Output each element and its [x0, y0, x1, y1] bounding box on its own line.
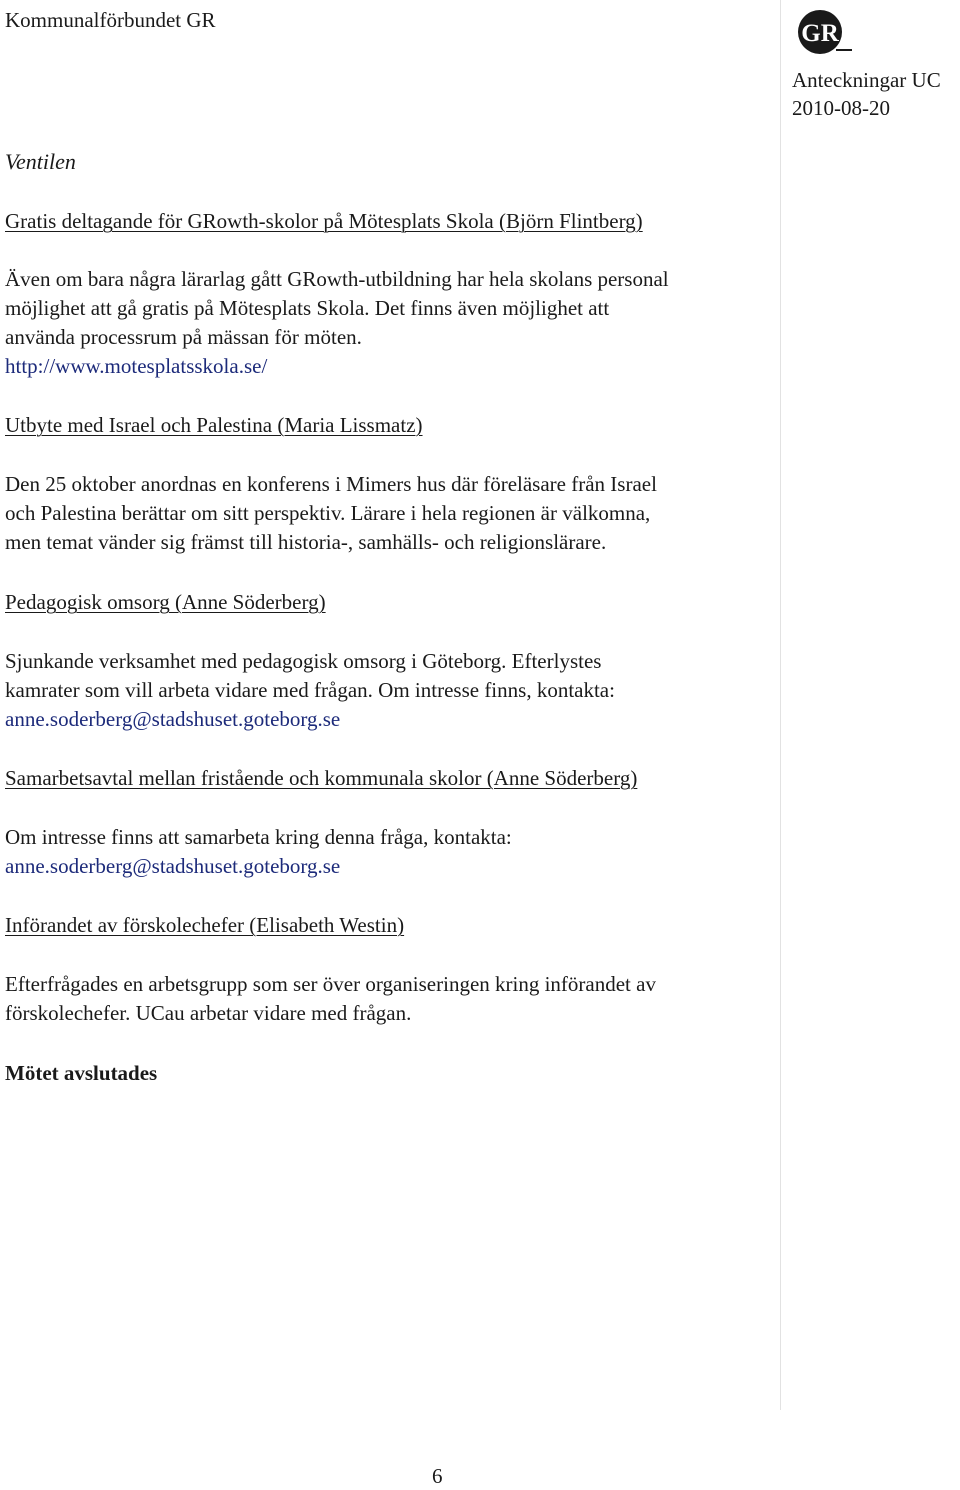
item-text-line: Den 25 oktober anordnas en konferens i Mimers hus där föreläsare från Israel [5, 472, 657, 496]
item-heading-forskolechefer: Införandet av förskolechefer (Elisabeth Westin) [5, 913, 405, 937]
email-link[interactable]: anne.soderberg@stadshuset.goteborg.se [5, 854, 341, 878]
page-number: 6 [432, 1464, 443, 1488]
email-link[interactable]: anne.soderberg@stadshuset.goteborg.se [5, 707, 341, 731]
item-heading-omsorg: Pedagogisk omsorg (Anne Söderberg) [5, 590, 326, 614]
item-text-line: Efterfrågades en arbetsgrupp som ser över organiseringen kring införandet av [5, 972, 656, 996]
item-text-line: Sjunkande verksamhet med pedagogisk omsorg i Göteborg. Efterlystes [5, 649, 602, 673]
closing-statement: Mötet avslutades [5, 1061, 158, 1085]
item-text-line: möjlighet att gå gratis på Mötesplats Skola. Det finns även möjlighet att [5, 296, 610, 320]
motesplats-link[interactable]: http://www.motesplatsskola.se/ [5, 354, 268, 378]
organization-name: Kommunalförbundet GR [5, 8, 216, 32]
item-heading-growth: Gratis deltagande för GRowth-skolor på Mötesplats Skola (Björn Flintberg) [5, 209, 643, 233]
item-text-line: men temat vänder sig främst till historia-, samhälls- och religionslärare. [5, 530, 607, 554]
item-heading-samarbetsavtal: Samarbetsavtal mellan fristående och kommunala skolor (Anne Söderberg) [5, 766, 638, 790]
item-text-line: Om intresse finns att samarbeta kring denna fråga, kontakta: [5, 825, 512, 849]
item-text-line: förskolechefer. UCau arbetar vidare med frågan. [5, 1001, 412, 1025]
section-title: Ventilen [5, 149, 76, 174]
item-text-line: och Palestina berättar om sitt perspektiv. Lärare i hela regionen är välkomna, [5, 501, 651, 525]
document-type: Anteckningar UC [792, 68, 941, 92]
item-text-line: kamrater som vill arbeta vidare med frågan. Om intresse finns, kontakta: [5, 678, 615, 702]
gr-logo [796, 6, 854, 58]
item-text-line: använda processrum på mässan för möten. [5, 325, 362, 349]
item-text-line: Även om bara några lärarlag gått GRowth-utbildning har hela skolans personal [5, 267, 669, 291]
svg-text:GR: GR [801, 20, 839, 47]
item-heading-israel: Utbyte med Israel och Palestina (Maria Lissmatz) [5, 413, 423, 437]
margin-divider [780, 0, 781, 1410]
document-date: 2010-08-20 [792, 96, 890, 120]
